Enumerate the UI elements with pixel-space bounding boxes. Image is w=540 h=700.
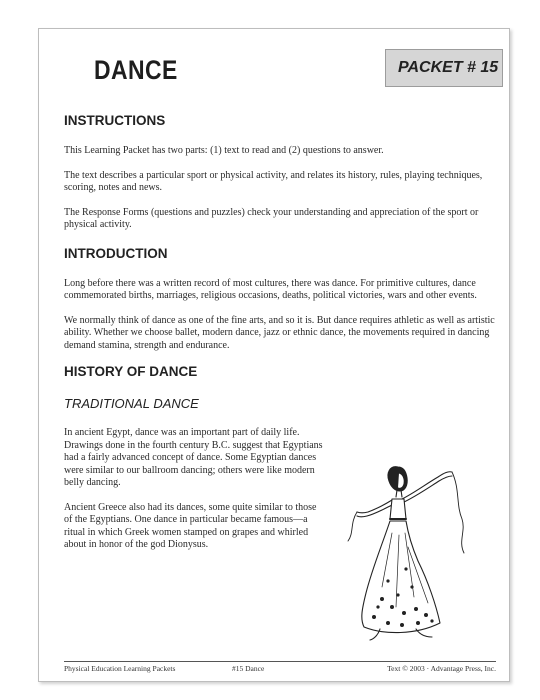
packet-page (38, 28, 510, 682)
history-paragraph: Ancient Greece also had its dances, some quite similar to those of the Egyptians. One dance in particular became famous—a ritual in which Greek women stamped on grapes and whirled about in honor of the god Dionysus. (64, 501, 317, 550)
instructions-paragraph: The Response Forms (questions and puzzles) check your understanding and appreciation of the sport or physical activity. (64, 206, 479, 230)
introduction-section (64, 246, 496, 353)
instructions-heading: INSTRUCTIONS (64, 113, 166, 128)
traditional-dance-subheading: TRADITIONAL DANCE (64, 396, 199, 411)
instructions-paragraph: This Learning Packet has two parts: (1) text to read and (2) questions to answer. (64, 145, 384, 156)
instructions-paragraph: The text describes a particular sport or physical activity, and relates its history, rules, playing techniques, scoring, notes and news. (64, 169, 483, 193)
footer-copyright: Text © 2003 · Advantage Press, Inc. (387, 664, 496, 673)
dancer-illustration-icon (342, 457, 472, 647)
history-paragraph: In ancient Egypt, dance was an important part of daily life. Drawings done in the fourth century B.C. suggest that Egyptians had a fairly advanced concept of dance. Some Egyptian dances were similar to our ballroom dancing; others were like modern belly dancing. (64, 427, 323, 488)
packet-number-label: PACKET # 15 (398, 59, 499, 76)
instructions-section (64, 113, 496, 232)
footer-series-title: Physical Education Learning Packets (64, 664, 176, 673)
packet-number-box (385, 49, 503, 87)
page-title: DANCE (94, 55, 178, 85)
introduction-paragraph: Long before there was a written record of most cultures, there was dance. For primitive cultures, dance commemorated births, marriages, religious occasions, deaths, political victories, wars and other events. (64, 277, 477, 301)
introduction-paragraph: We normally think of dance as one of the fine arts, and so it is. But dance requires athletic as well as artistic ability. Whether we choose ballet, modern dance, jazz or ethnic dance, the movements required in dancing demand stamina, strength and endurance. (64, 314, 495, 351)
footer-packet-name: #15 Dance (232, 664, 265, 673)
history-heading: HISTORY OF DANCE (64, 364, 198, 379)
page-footer (64, 661, 496, 676)
introduction-heading: INTRODUCTION (64, 245, 168, 261)
